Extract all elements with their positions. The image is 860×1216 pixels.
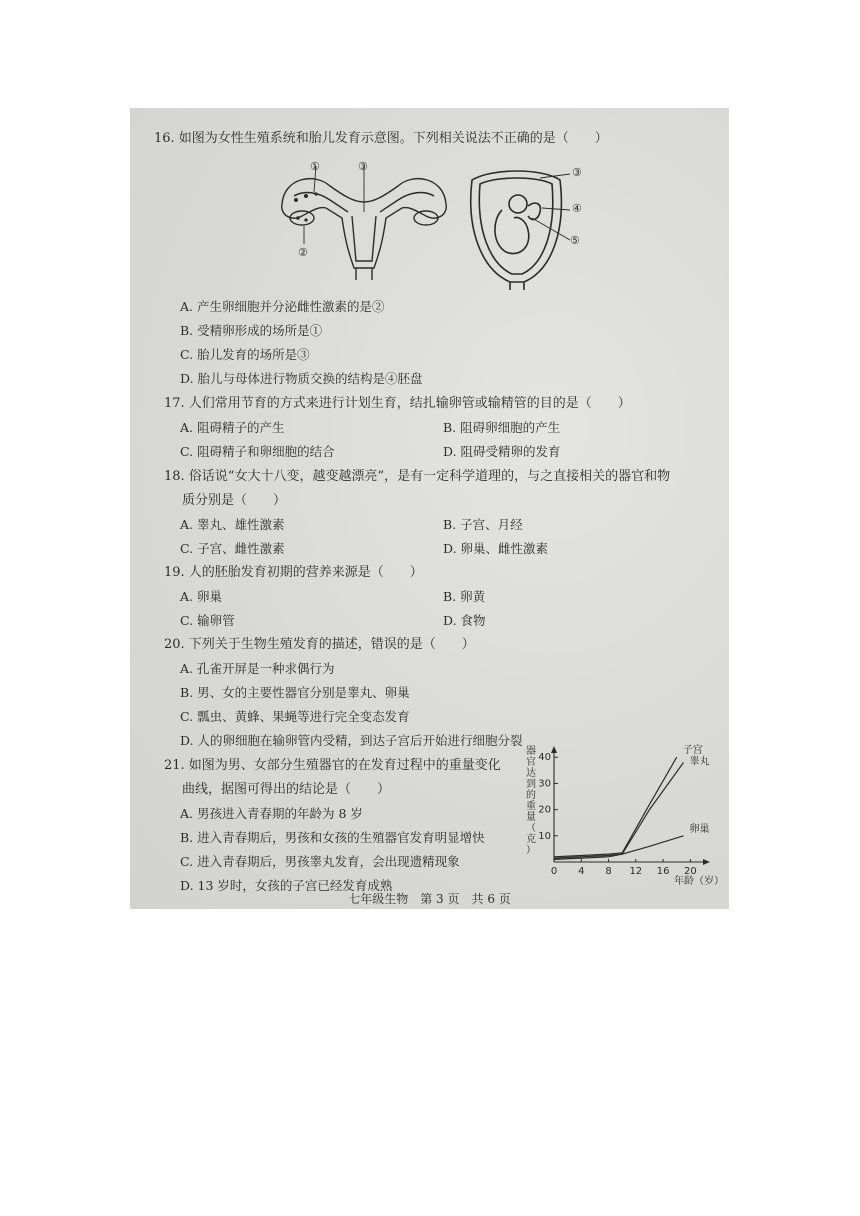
diagram-label-1: ① bbox=[310, 160, 320, 173]
q18-option-b: B. 子宫、月经 bbox=[443, 517, 523, 532]
chart-y-tick-label: 10 bbox=[538, 830, 551, 842]
chart-ylabel-vertical bbox=[526, 745, 536, 856]
q20-option-b: B. 男、女的主要性器官分别是睾丸、卵巢 bbox=[180, 685, 410, 700]
page-footer: 七年级生物 第 3 页 共 6 页 bbox=[348, 892, 511, 906]
chart-x-tick-label: 4 bbox=[578, 866, 585, 877]
q18-option-c: C. 子宫、雌性激素 bbox=[180, 541, 285, 556]
chart-y-tick-label: 20 bbox=[538, 804, 551, 816]
organ-weight-chart bbox=[518, 744, 724, 894]
diagram-label-3b: ③ bbox=[572, 166, 582, 179]
q16-option-d: D. 胎儿与母体进行物质交换的结构是④胚盘 bbox=[180, 371, 423, 386]
chart-x-tick-label: 16 bbox=[656, 866, 670, 877]
chart-ylabel-char: 克 bbox=[526, 834, 536, 845]
chart-x-tick-label: 12 bbox=[629, 866, 643, 877]
q16-option-c: C. 胎儿发育的场所是③ bbox=[180, 347, 310, 362]
question-18-stem-line1: 18. 俗话说“女大十八变，越变越漂亮”，是有一定科学道理的，与之直接相关的器官和物 bbox=[164, 469, 671, 484]
diagram-label-2: ② bbox=[298, 246, 308, 259]
chart-y-tick-label: 40 bbox=[538, 752, 551, 764]
q21-option-d: D. 13 岁时，女孩的子宫已经发育成熟 bbox=[180, 878, 393, 893]
q16-option-b: B. 受精卵形成的场所是① bbox=[180, 323, 323, 338]
chart-x-arrow bbox=[703, 859, 710, 865]
q17-option-c: C. 阻碍精子和卵细胞的结合 bbox=[180, 444, 335, 459]
q19-option-d: D. 食物 bbox=[443, 613, 486, 628]
chart-ylabel-char: 到 bbox=[526, 779, 536, 790]
q19-option-a: A. 卵巢 bbox=[180, 589, 222, 604]
chart-xlabel: 年龄（岁） bbox=[674, 876, 724, 887]
diagram-label-3: ③ bbox=[358, 160, 368, 173]
question-19-stem: 19. 人的胚胎发育初期的营养来源是（ ） bbox=[164, 565, 423, 580]
chart-ylabel-char: 器 bbox=[526, 746, 536, 757]
chart-ylabel-char: 量 bbox=[526, 812, 536, 823]
q19-option-c: C. 输卵管 bbox=[180, 613, 235, 628]
chart-ylabel-char: 的 bbox=[526, 790, 536, 801]
chart-series-line-0 bbox=[554, 757, 677, 857]
female-reproductive-system-diagram bbox=[274, 156, 454, 286]
q21-option-a: A. 男孩进入青春期的年龄为 8 岁 bbox=[180, 806, 363, 821]
question-21-stem-line1: 21. 如图为男、女部分生殖器官的在发育过程中的重量变化 bbox=[164, 758, 501, 773]
q17-option-a: A. 阻碍精子的产生 bbox=[180, 420, 285, 435]
q18-option-a: A. 睾丸、雄性激素 bbox=[180, 517, 285, 532]
q21-option-c: C. 进入青春期后，男孩睾丸发育，会出现遗精现象 bbox=[180, 854, 460, 869]
chart-ylabel-char: ） bbox=[526, 845, 536, 856]
question-17-stem: 17. 人们常用节育的方式来进行计划生育，结扎输卵管或输精管的目的是（ ） bbox=[164, 396, 631, 411]
q16-option-a: A. 产生卵细胞并分泌雌性激素的是② bbox=[180, 299, 385, 314]
chart-series-label-2: 卵巢 bbox=[689, 823, 710, 835]
chart-ylabel-char: 官 bbox=[526, 757, 536, 768]
q21-option-b: B. 进入青春期后，男孩和女孩的生殖器官发育明显增快 bbox=[180, 830, 485, 845]
chart-series-label-0: 子宫 bbox=[682, 745, 703, 757]
q17-option-d: D. 阻碍受精卵的发育 bbox=[443, 444, 561, 459]
chart-x-tick-label: 8 bbox=[605, 866, 612, 877]
chart-series-line-1 bbox=[554, 763, 684, 860]
question-18-stem-line2: 质分别是（ ） bbox=[182, 493, 287, 508]
exam-page-photo bbox=[130, 108, 729, 909]
q19-option-b: B. 卵黄 bbox=[443, 589, 486, 604]
chart-ylabel-char: 重 bbox=[526, 801, 536, 812]
question-21-stem-line2: 曲线，据图可得出的结论是（ ） bbox=[182, 782, 391, 797]
q20-option-a: A. 孔雀开屏是一种求偶行为 bbox=[180, 661, 335, 676]
chart-series-label-1: 睾丸 bbox=[689, 756, 710, 768]
chart-y-arrow bbox=[551, 746, 557, 753]
chart-x-tick-label: 0 bbox=[550, 866, 558, 877]
fetus-in-uterus-diagram bbox=[462, 160, 572, 290]
chart-ylabel-char: 达 bbox=[526, 768, 536, 779]
question-16-stem: 16. 如图为女性生殖系统和胎儿发育示意图。下列相关说法不正确的是（ ） bbox=[154, 131, 608, 146]
chart-ylabel-char: （ bbox=[526, 823, 536, 834]
chart-series-line-2 bbox=[554, 836, 684, 858]
q18-option-d: D. 卵巢、雌性激素 bbox=[443, 541, 549, 556]
diagram-label-4: ④ bbox=[572, 202, 582, 215]
chart-x-tick-label: 20 bbox=[683, 866, 697, 877]
chart-y-tick-label: 30 bbox=[538, 778, 551, 790]
diagram-label-5: ⑤ bbox=[570, 234, 580, 247]
q20-option-d: D. 人的卵细胞在输卵管内受精，到达子宫后开始进行细胞分裂 bbox=[180, 733, 523, 748]
q17-option-b: B. 阻碍卵细胞的产生 bbox=[443, 420, 561, 435]
q20-option-c: C. 瓢虫、黄蜂、果蝇等进行完全变态发育 bbox=[180, 709, 410, 724]
question-20-stem: 20. 下列关于生物生殖发育的描述，错误的是（ ） bbox=[164, 637, 475, 652]
